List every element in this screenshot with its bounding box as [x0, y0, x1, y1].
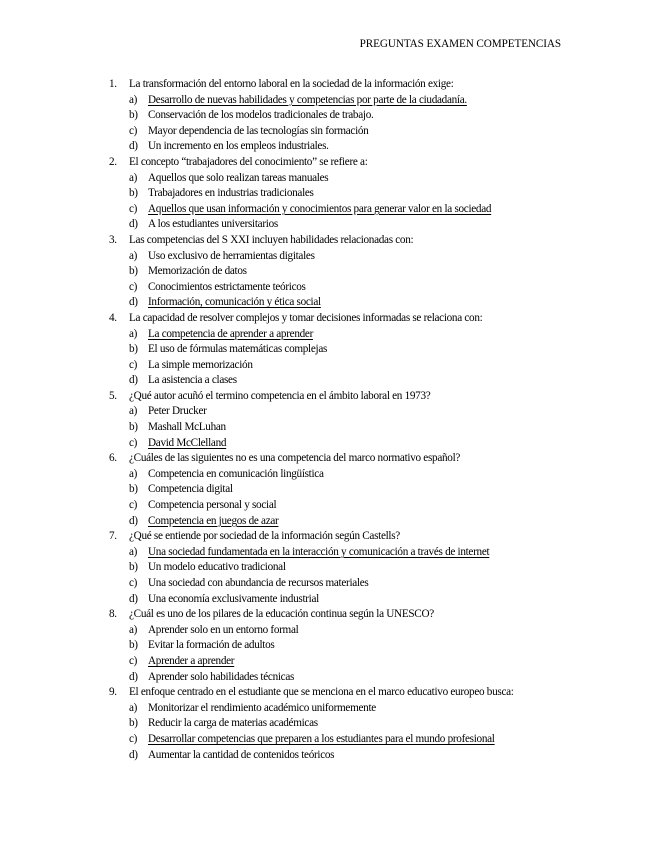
option-letter: c)	[129, 654, 138, 667]
correct-option-text: Información, comunicación y ética social	[148, 296, 321, 309]
option-text: Uso exclusivo de herramientas digitales	[148, 249, 315, 262]
answer-option	[0, 217, 655, 233]
correct-option-text: Aprender a aprender	[148, 654, 235, 667]
question-list	[0, 77, 655, 763]
option-letter: d)	[129, 374, 138, 387]
option-letter: a)	[129, 93, 138, 106]
correct-option-text: David McClelland	[148, 436, 227, 449]
option-text: Memorización de datos	[148, 265, 247, 278]
answer-option	[0, 482, 655, 498]
answer-option	[0, 373, 655, 389]
answer-option	[0, 264, 655, 280]
option-letter: a)	[129, 623, 138, 636]
question	[0, 155, 655, 171]
option-letter: c)	[129, 358, 138, 371]
option-letter: a)	[129, 545, 138, 558]
option-text: Un incremento en los empleos industriales.	[148, 140, 329, 153]
question	[0, 529, 655, 545]
answer-option	[0, 701, 655, 717]
option-letter: b)	[129, 639, 138, 652]
question	[0, 451, 655, 467]
question-text: La capacidad de resolver complejos y tomar decisiones informadas se relaciona con:	[129, 311, 483, 324]
answer-option	[0, 560, 655, 576]
answer-option	[0, 108, 655, 124]
correct-option-text: Una sociedad fundamentada en la interacción y comunicación a través de internet	[148, 545, 490, 558]
option-text: Trabajadores en industrias tradicionales	[148, 187, 314, 200]
option-text: Conocimientos estrictamente teóricos	[148, 280, 306, 293]
option-letter: b)	[129, 717, 138, 730]
option-letter: d)	[129, 592, 138, 605]
answer-option	[0, 93, 655, 109]
answer-option	[0, 436, 655, 452]
correct-option-text: La competencia de aprender a aprender	[148, 327, 313, 340]
option-letter: c)	[129, 202, 138, 215]
option-letter: b)	[129, 483, 138, 496]
option-text: Mashall McLuhan	[148, 421, 226, 434]
option-letter: c)	[129, 280, 138, 293]
option-text: Aprender solo en un entorno formal	[148, 623, 299, 636]
option-text: Evitar la formación de adultos	[148, 639, 275, 652]
option-text: Competencia personal y social	[148, 499, 277, 512]
answer-option	[0, 420, 655, 436]
question-text: ¿Cuáles de las siguientes no es una competencia del marco normativo español?	[129, 452, 461, 465]
option-letter: b)	[129, 265, 138, 278]
option-letter: b)	[129, 561, 138, 574]
option-letter: a)	[129, 327, 138, 340]
option-letter: a)	[129, 405, 138, 418]
question-text: ¿Qué autor acuñó el termino competencia en el ámbito laboral en 1973?	[129, 389, 431, 402]
option-text: La simple memorización	[148, 358, 253, 371]
answer-option	[0, 186, 655, 202]
option-text: Mayor dependencia de las tecnologías sin formación	[148, 124, 369, 137]
answer-option	[0, 716, 655, 732]
option-letter: b)	[129, 343, 138, 356]
question-number: 8.	[109, 608, 117, 621]
answer-option	[0, 498, 655, 514]
answer-option	[0, 342, 655, 358]
question-number: 9.	[109, 686, 117, 699]
correct-option-text: Aquellos que usan información y conocimientos para generar valor en la sociedad	[148, 202, 492, 215]
question-text: ¿Cuál es uno de los pilares de la educación continua según la UNESCO?	[129, 608, 434, 621]
option-text: Peter Drucker	[148, 405, 207, 418]
question-number: 3.	[109, 233, 117, 246]
option-text: A los estudiantes universitarios	[148, 218, 278, 231]
question	[0, 607, 655, 623]
answer-option	[0, 280, 655, 296]
answer-option	[0, 139, 655, 155]
option-letter: d)	[129, 514, 138, 527]
question	[0, 233, 655, 249]
question-number: 2.	[109, 155, 117, 168]
question-text: Las competencias del S XXI incluyen habilidades relacionadas con:	[129, 233, 414, 246]
question	[0, 389, 655, 405]
option-text: Competencia en comunicación lingüística	[148, 467, 324, 480]
question-text: ¿Qué se entiende por sociedad de la información según Castells?	[129, 530, 400, 543]
option-text: Un modelo educativo tradicional	[148, 561, 286, 574]
answer-option	[0, 545, 655, 561]
page-header-title: PREGUNTAS EXAMEN COMPETENCIAS	[359, 38, 561, 50]
answer-option	[0, 295, 655, 311]
option-letter: a)	[129, 701, 138, 714]
correct-option-text: Competencia en juegos de azar	[148, 514, 279, 527]
option-text: Aprender solo habilidades técnicas	[148, 670, 295, 683]
question	[0, 77, 655, 93]
answer-option	[0, 124, 655, 140]
answer-option	[0, 171, 655, 187]
answer-option	[0, 514, 655, 530]
question-number: 5.	[109, 389, 117, 402]
option-text: Una sociedad con abundancia de recursos materiales	[148, 577, 369, 589]
option-letter: a)	[129, 171, 138, 184]
question-text: La transformación del entorno laboral en la sociedad de la información exige:	[129, 78, 454, 90]
option-text: El uso de fórmulas matemáticas complejas	[148, 343, 328, 356]
option-letter: d)	[129, 140, 138, 153]
answer-option	[0, 202, 655, 218]
option-letter: d)	[129, 670, 138, 683]
answer-option	[0, 623, 655, 639]
question-text: El concepto “trabajadores del conocimiento” se refiere a:	[129, 155, 368, 168]
option-letter: c)	[129, 732, 138, 745]
option-text: Conservación de los modelos tradicionales de trabajo.	[148, 109, 374, 122]
answer-option	[0, 249, 655, 265]
option-letter: c)	[129, 577, 138, 589]
question	[0, 685, 655, 701]
question-text: El enfoque centrado en el estudiante que se menciona en el marco educativo europeo busca:	[129, 686, 514, 699]
answer-option	[0, 670, 655, 686]
answer-option	[0, 732, 655, 748]
answer-option	[0, 467, 655, 483]
answer-option	[0, 576, 655, 592]
option-letter: c)	[129, 499, 138, 512]
option-text: La asistencia a clases	[148, 374, 237, 387]
option-letter: d)	[129, 218, 138, 231]
answer-option	[0, 638, 655, 654]
option-text: Competencia digital	[148, 483, 233, 496]
option-letter: c)	[129, 124, 138, 137]
answer-option	[0, 404, 655, 420]
answer-option	[0, 327, 655, 343]
correct-option-text: Desarrollo de nuevas habilidades y competencias por parte de la ciudadanía.	[148, 93, 467, 106]
correct-option-text: Desarrollar competencias que preparen a los estudiantes para el mundo profesional	[148, 732, 495, 745]
question	[0, 311, 655, 327]
question-number: 4.	[109, 311, 117, 324]
option-letter: a)	[129, 249, 138, 262]
option-letter: b)	[129, 187, 138, 200]
option-letter: c)	[129, 436, 138, 449]
question-number: 7.	[109, 530, 117, 543]
option-text: Aquellos que solo realizan tareas manuales	[148, 171, 329, 184]
answer-option	[0, 748, 655, 764]
option-letter: a)	[129, 467, 138, 480]
answer-option	[0, 592, 655, 608]
option-letter: d)	[129, 748, 138, 761]
option-text: Monitorizar el rendimiento académico uniformemente	[148, 701, 376, 714]
option-text: Reducir la carga de materias académicas	[148, 717, 318, 730]
question-number: 6.	[109, 452, 117, 465]
answer-option	[0, 358, 655, 374]
question-number: 1.	[109, 78, 117, 90]
option-letter: b)	[129, 109, 138, 122]
option-text: Aumentar la cantidad de contenidos teóricos	[148, 748, 335, 761]
option-text: Una economía exclusivamente industrial	[148, 592, 319, 605]
option-letter: b)	[129, 421, 138, 434]
answer-option	[0, 654, 655, 670]
option-letter: d)	[129, 296, 138, 309]
